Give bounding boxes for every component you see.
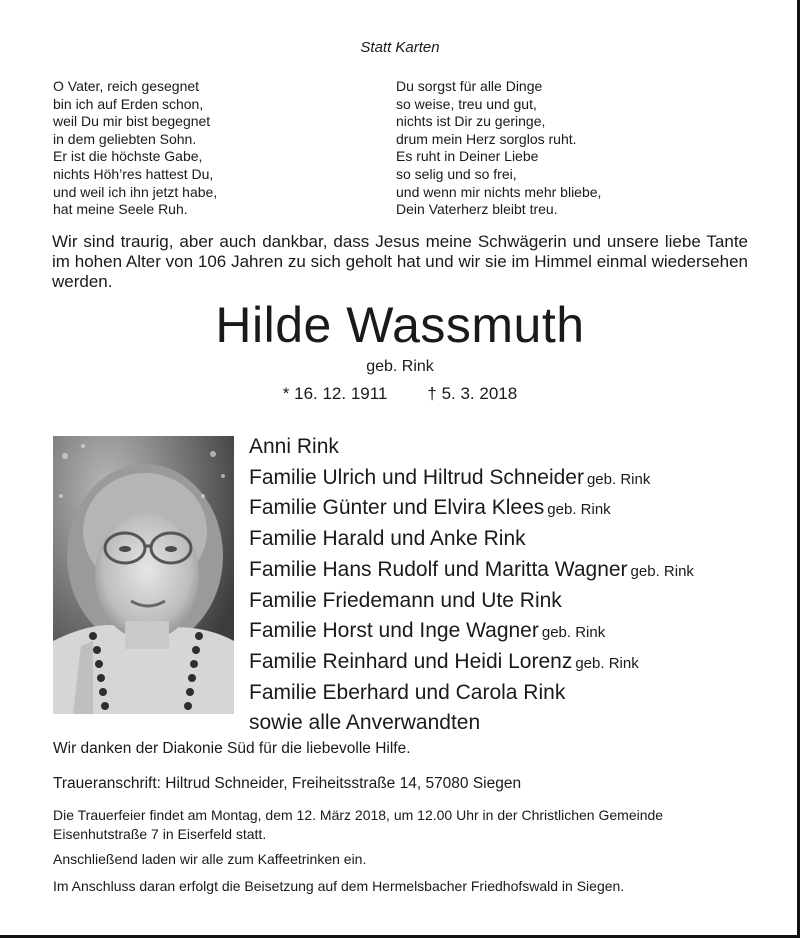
poem-line: so selig und so frei, (396, 165, 517, 182)
thanks-text: Wir danken der Diakonie Süd für die liebevolle Hilfe. (53, 740, 411, 757)
poem-line: weil Du mir bist begegnet (53, 113, 211, 130)
mourner-name: Familie Reinhard und Heidi Lorenz (249, 649, 573, 673)
mourner-name: Familie Horst und Inge Wagner (249, 619, 539, 643)
portrait-photo (53, 436, 234, 714)
mourner-line (249, 433, 694, 464)
poem-line: Es ruht in Deiner Liebe (396, 148, 539, 165)
birth-name: geb. Rink (366, 358, 434, 375)
burial-text: Im Anschluss daran erfolgt die Beisetzung auf dem Hermelsbacher Friedhofswald in Siegen. (53, 878, 625, 894)
mourner-name: Familie Friedemann und Ute Rink (249, 588, 562, 612)
mourner-note: geb. Rink (575, 654, 639, 672)
coffee-text: Anschließend laden wir alle zum Kaffeetrinken ein. (53, 851, 367, 867)
poem-line: und wenn mir nichts mehr bliebe, (396, 183, 602, 200)
mourning-address: Traueranschrift: Hiltrud Schneider, Freiheitsstraße 14, 57080 Siegen (53, 775, 522, 792)
mourner-line (249, 556, 694, 587)
mourner-name: Familie Günter und Elvira Klees (249, 496, 545, 520)
mourner-line (249, 525, 694, 556)
poem-line: Er ist die höchste Gabe, (53, 148, 203, 165)
poem-line: drum mein Herz sorglos ruht. (396, 130, 577, 147)
poem-line: Dein Vaterherz bleibt treu. (396, 201, 558, 218)
poem-right-stanza (396, 78, 601, 219)
mourner-line (249, 709, 694, 740)
poem-line: und weil ich ihn jetzt habe, (53, 183, 218, 200)
mourner-line (249, 617, 694, 648)
deceased-name: Hilde Wassmuth (215, 297, 585, 353)
birth-date: * 16. 12. 1911 (282, 384, 388, 403)
mourner-name: Familie Eberhard und Carola Rink (249, 680, 566, 704)
death-date: † 5. 3. 2018 (427, 384, 518, 403)
mourner-name: Anni Rink (249, 435, 339, 458)
poem-line: bin ich auf Erden schon, (53, 95, 204, 112)
poem-line: Du sorgst für alle Dinge (396, 78, 543, 94)
poem-line: O Vater, reich gesegnet (53, 78, 200, 94)
mourner-note: geb. Rink (586, 470, 651, 488)
mourner-note: geb. Rink (547, 501, 611, 519)
mourner-line (249, 648, 694, 679)
mourners-list (249, 433, 694, 740)
mourner-note: geb. Rink (630, 562, 694, 580)
mourner-line (249, 464, 694, 495)
mourner-name: Familie Ulrich und Hiltrud Schneider (249, 465, 584, 489)
mourner-name: Familie Hans Rudolf und Maritta Wagner (249, 557, 628, 581)
mourner-line (249, 587, 694, 618)
mourner-name: Familie Harald und Anke Rink (249, 527, 526, 551)
poem-line: nichts ist Dir zu geringe, (396, 113, 546, 130)
life-dates (0, 384, 800, 404)
statt-karten: Statt Karten (360, 39, 440, 56)
poem-line: hat meine Seele Ruh. (53, 201, 188, 218)
poem-line: nichts Höh’res hattest Du, (53, 165, 214, 182)
intro-text: Wir sind traurig, aber auch dankbar, dass Jesus meine Schwägerin und unsere liebe Tante im hohen Alter von 106 Jahren zu sich geholt hat und wir sie im Himmel einmal wiedersehen werden. (52, 232, 748, 291)
mourner-line (249, 679, 694, 710)
mourner-line (249, 494, 694, 525)
mourner-note: geb. Rink (541, 624, 606, 642)
poem-left-stanza (53, 78, 217, 219)
poem-line: in dem geliebten Sohn. (53, 130, 197, 147)
ceremony-text: Die Trauerfeier findet am Montag, dem 12. März 2018, um 12.00 Uhr in der Christlichen Gemeinde Eisenhutstraße 7 in Eiserfeld statt. (53, 807, 664, 842)
mourner-name: sowie alle Anverwandten (249, 711, 481, 735)
poem-line: so weise, treu und gut, (396, 95, 537, 112)
